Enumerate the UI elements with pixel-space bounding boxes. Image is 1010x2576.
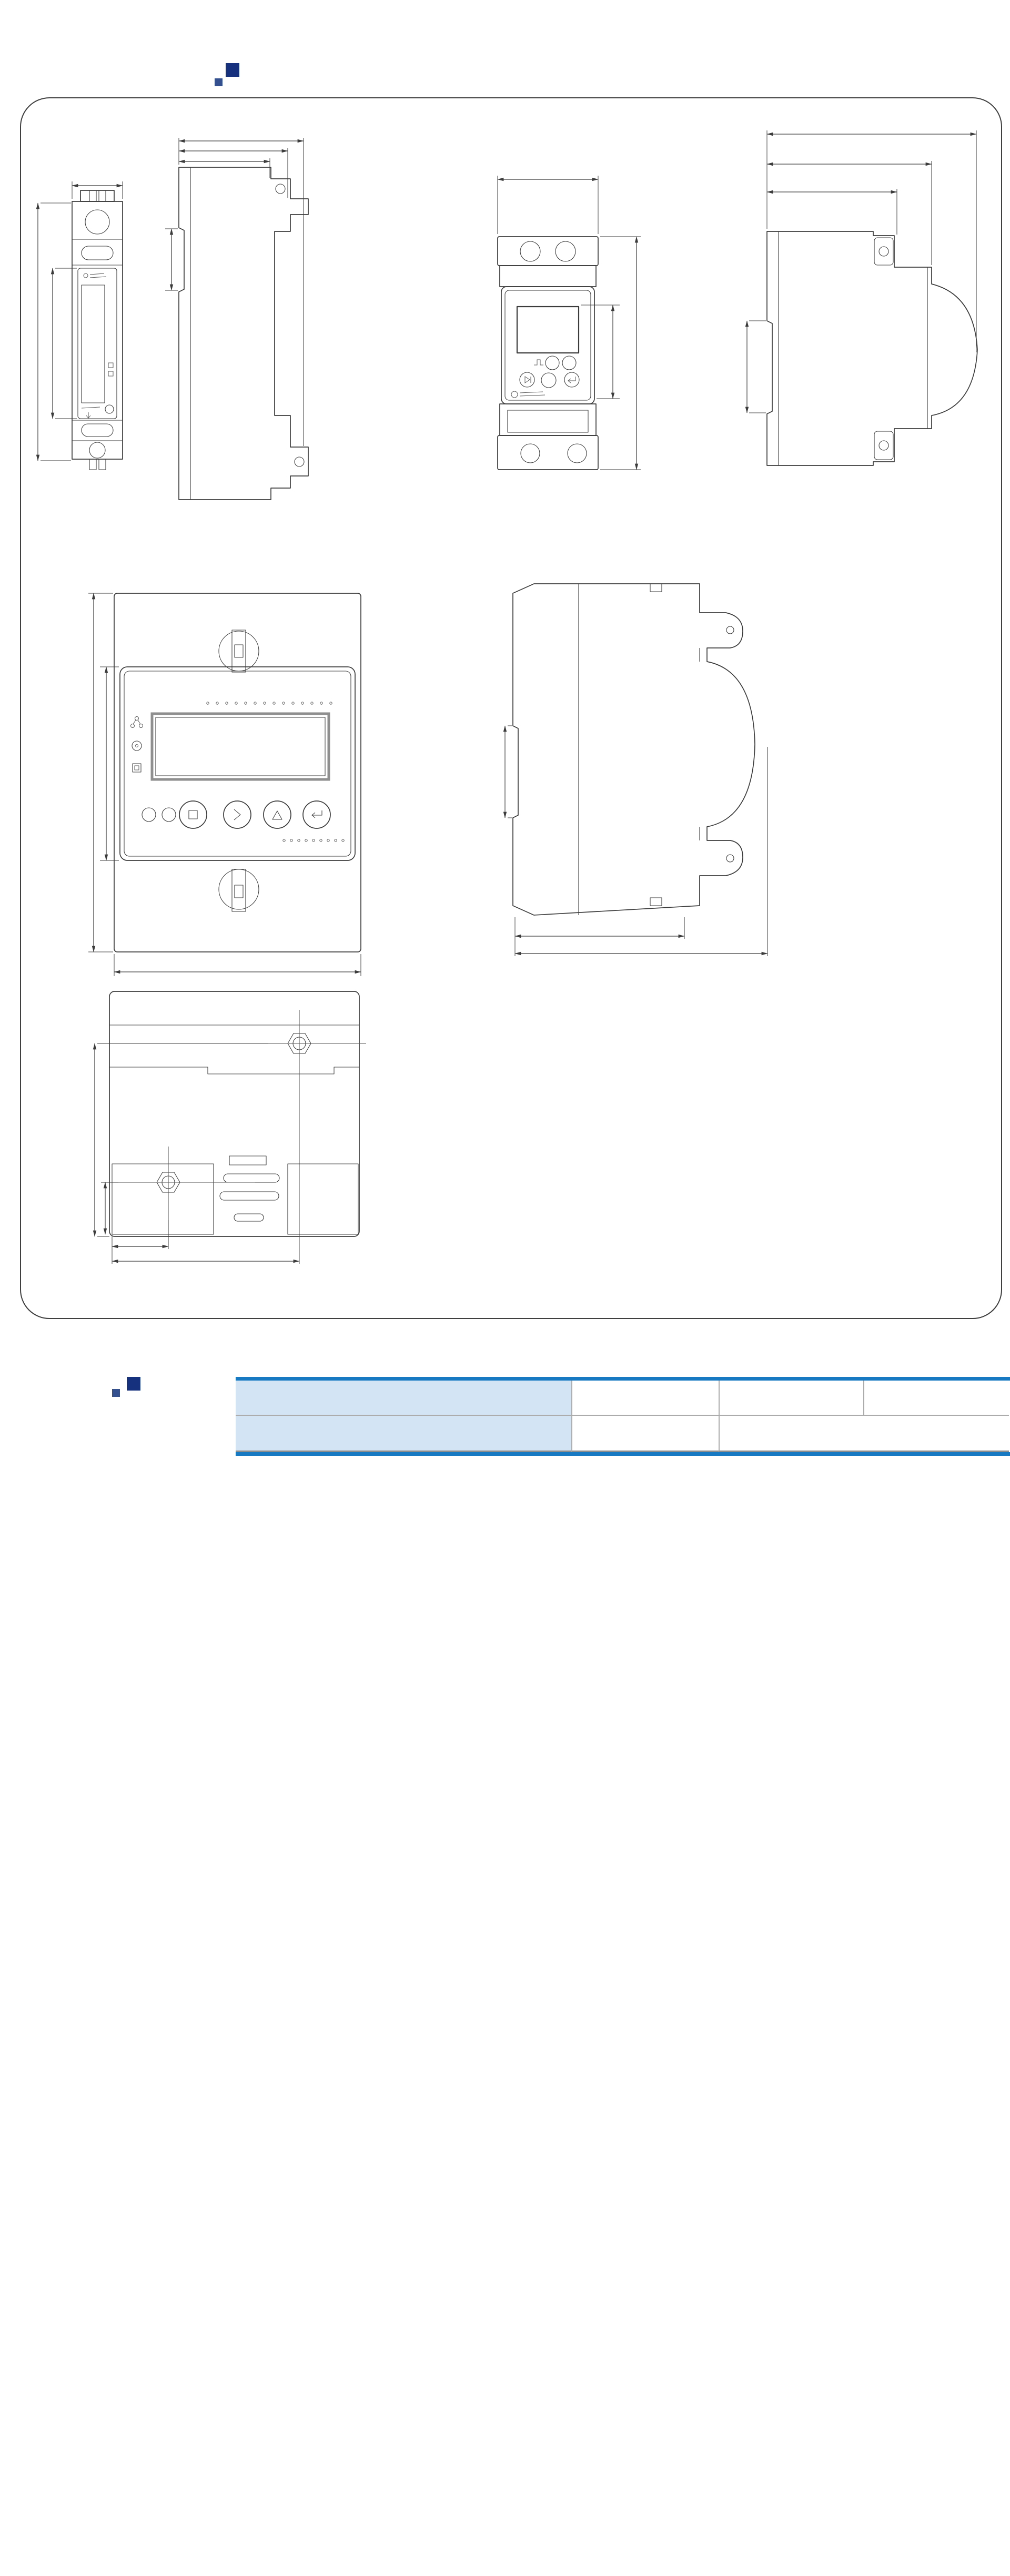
model-header xyxy=(571,1381,719,1416)
note-line xyxy=(446,1213,460,1262)
mounting-hole-drawing xyxy=(74,989,537,1325)
installation-notes xyxy=(446,1064,460,1262)
title-marker-icon xyxy=(112,1377,140,1397)
right-button-icon xyxy=(224,801,251,828)
note-line xyxy=(446,1114,460,1163)
marker-square-icon xyxy=(127,1377,140,1391)
marker-square-icon xyxy=(226,63,239,77)
four-module-side-drawing xyxy=(494,568,800,978)
enter-button-icon xyxy=(303,801,330,828)
shape-value-merged xyxy=(719,1416,1009,1452)
marker-square-small-icon xyxy=(215,78,223,86)
selection-table xyxy=(236,1377,1010,1456)
network-icon xyxy=(131,717,143,728)
up-button-icon xyxy=(264,801,291,828)
two-module-front-drawing xyxy=(484,153,694,531)
two-module-side-drawing xyxy=(731,121,1010,489)
title-marker-icon xyxy=(215,63,239,86)
note-line xyxy=(446,1064,460,1114)
marker-square-small-icon xyxy=(112,1389,120,1397)
ring-icon xyxy=(132,741,142,751)
note-line xyxy=(446,1163,460,1213)
table-shape-row xyxy=(236,1416,1010,1452)
bottom-dots-row xyxy=(283,839,344,841)
square-icon xyxy=(133,764,141,772)
shape-value xyxy=(571,1416,719,1452)
stop-button-icon xyxy=(179,801,207,828)
lcd-display xyxy=(152,714,329,779)
product-model-header xyxy=(236,1381,571,1416)
model-header xyxy=(719,1381,863,1416)
model-header xyxy=(863,1381,1009,1416)
table-header-row xyxy=(236,1381,1010,1416)
table-bottom-bar xyxy=(236,1452,1010,1456)
shape-label xyxy=(236,1416,571,1452)
lcd-dots-row xyxy=(207,702,332,704)
table-top-bar xyxy=(236,1377,1010,1381)
four-module-front-drawing xyxy=(74,579,400,994)
single-module-side-drawing xyxy=(158,131,321,536)
